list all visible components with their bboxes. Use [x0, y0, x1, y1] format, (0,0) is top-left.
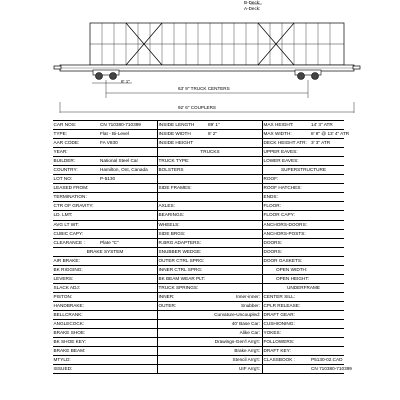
- spec-label: BK BEAM WEAR PLT:: [158, 275, 206, 281]
- spec-cell: [53, 302, 158, 310]
- spec-label: AVG LT WT:: [53, 221, 79, 227]
- spec-value: 3' 3" ATR: [311, 140, 331, 146]
- section-heading: TRUCKS: [200, 149, 220, 155]
- spec-label: DRAFT KEY:: [263, 348, 291, 354]
- spec-label: INSIDE WIDTH: [158, 131, 191, 137]
- spec-label: MTYLD:: [53, 357, 71, 363]
- spec-cell: [53, 166, 158, 174]
- spec-label: BK RIGGING:: [53, 266, 83, 272]
- spec-cell: [263, 257, 344, 265]
- spec-label: LD. LMT:: [53, 212, 73, 218]
- spec-label: YOKES:: [263, 330, 281, 336]
- truck-centers-label: 63' 9" TRUCK CENTERS: [178, 86, 230, 91]
- spec-cell: [263, 329, 344, 337]
- section-heading: SUPERSTRUCTURE: [280, 167, 327, 173]
- spec-value: P-5130: [100, 176, 116, 182]
- spec-cell: [158, 166, 263, 174]
- spec-cell: [53, 239, 158, 247]
- spec-row: [53, 311, 344, 320]
- spec-row: [53, 175, 344, 184]
- spec-row: [53, 193, 344, 202]
- spec-label: TYPE:: [53, 131, 68, 137]
- spec-row: [53, 184, 344, 193]
- spec-value: 14' 3" ATR: [311, 122, 333, 127]
- spec-label: LEASED FROM:: [53, 185, 89, 191]
- spec-cell: [53, 356, 158, 364]
- spec-label: DRAFT GEAR:: [263, 311, 295, 317]
- b-deck-label: B-Deck:: [244, 0, 261, 5]
- spec-cell: [158, 329, 263, 337]
- spec-label: BEARINGS:: [158, 212, 185, 218]
- spec-label: TRUCK SPRINGS:: [158, 284, 199, 290]
- spec-row: [53, 130, 350, 139]
- spec-row: [53, 257, 344, 266]
- spec-cell: [158, 266, 263, 274]
- couplers-length-label: 92' 6" COUPLERS: [178, 105, 216, 110]
- spec-label: INNER CTRL SPRG:: [158, 266, 203, 272]
- spec-label: LEVERS:: [53, 275, 74, 281]
- spec-cell: [263, 230, 344, 238]
- spec-cell: [158, 157, 263, 165]
- spec-value: 8' 2": [208, 131, 218, 137]
- spec-label: CLEARANCE :: [53, 239, 85, 245]
- railcar-side-elevation-drawing: [0, 0, 400, 112]
- spec-label: CUSHIONING:: [263, 321, 295, 327]
- spec-cell: [53, 248, 158, 256]
- spec-cell: [53, 230, 158, 238]
- spec-row: [53, 302, 344, 311]
- spec-cell: [263, 311, 344, 319]
- spec-cell: [158, 221, 263, 229]
- spec-cell: [158, 257, 263, 265]
- spec-row: [53, 230, 344, 239]
- spec-cell: [158, 275, 263, 283]
- spec-label: CTR OF GRAVITY:: [53, 203, 94, 209]
- spec-row: [53, 266, 344, 275]
- spec-cell: [158, 175, 263, 183]
- spec-cell: [158, 338, 263, 346]
- spec-cell: [263, 239, 344, 247]
- spec-value: 89' 1": [208, 122, 220, 127]
- spec-value: CN 710380-710399: [311, 366, 352, 372]
- spec-cell: [53, 175, 158, 183]
- spec-row: [53, 221, 344, 230]
- spec-cell: [263, 193, 344, 201]
- spec-value: Plate "C": [100, 239, 119, 245]
- spec-label: DECK HEIGHT ATR:: [263, 140, 307, 146]
- spec-cell: [53, 148, 158, 156]
- spec-value: Hamilton, Ont, Canada: [100, 167, 148, 173]
- spec-cell: [53, 257, 158, 265]
- spec-cell: [263, 184, 344, 192]
- spec-label-indented: OPEN WIDTH:: [276, 266, 308, 272]
- spec-label: TERMINATION:: [53, 194, 87, 200]
- spec-label: AIR BRAKE:: [53, 257, 80, 263]
- spec-label: INSIDE HEIGHT: [158, 140, 194, 146]
- spec-note: Snubber:: [240, 302, 260, 308]
- spec-label: CUBIC CAPY:: [53, 230, 84, 236]
- spec-cell: [263, 121, 344, 129]
- spec-row: [53, 139, 344, 148]
- spec-cell: [53, 130, 158, 138]
- spec-label: INNER:: [158, 293, 175, 299]
- a-deck-label: A-Deck:: [244, 6, 261, 11]
- spec-value: 8' 8" @ 13' 4" ATR: [311, 131, 350, 137]
- spec-note: Stencil Arrg't:: [232, 357, 260, 363]
- spec-label: TRUCK TYPE:: [158, 158, 190, 164]
- spec-label: ISSUED:: [53, 366, 73, 372]
- spec-label: MAX WIDTH:: [263, 131, 292, 137]
- spec-row: [53, 329, 344, 338]
- spec-cell: [263, 365, 352, 373]
- section-heading: UNDERFRAME: [286, 284, 321, 290]
- spec-value: CN 710380-710399: [100, 122, 141, 127]
- spec-label: DOORS:: [263, 248, 282, 254]
- truck-left: [93, 70, 119, 80]
- spec-row: [53, 166, 344, 175]
- spec-cell: [263, 148, 344, 156]
- spec-cell: [263, 275, 344, 283]
- specification-table: [53, 120, 352, 374]
- spec-cell: [53, 193, 158, 201]
- spec-cell: [158, 121, 263, 129]
- spec-label: BRAKE BEAM:: [53, 348, 86, 354]
- spec-label: FLOOR:: [263, 203, 281, 209]
- spec-cell: [53, 338, 158, 346]
- spec-cell: [53, 365, 158, 373]
- spec-label: SIDE BRGS:: [158, 230, 186, 236]
- spec-row: [53, 239, 344, 248]
- spec-label: INSIDE LENGTH: [158, 122, 195, 127]
- spec-label: PISTON:: [53, 293, 73, 299]
- spec-row: [53, 202, 344, 211]
- spec-note: Drawings-Gen'l Arrg't:: [214, 339, 260, 345]
- spec-cell: [53, 202, 158, 210]
- spec-label: OUTER CTRL SPRG:: [158, 257, 205, 263]
- spec-note: Brake Arrg't:: [234, 348, 260, 354]
- spec-label: SIDE FRAMES:: [158, 185, 192, 191]
- spec-note: Alike Car:: [239, 330, 260, 336]
- spec-cell: [158, 230, 263, 238]
- spec-cell: [263, 221, 344, 229]
- spec-label: BELLCRANK:: [53, 311, 83, 317]
- spec-label: ANGLECOCK:: [53, 321, 85, 327]
- spec-label: ENDS:: [263, 194, 278, 200]
- spec-label: ANCHORS-POSTS:: [263, 230, 306, 236]
- spec-cell: [158, 284, 263, 292]
- spec-cell: [158, 302, 263, 310]
- spec-cell: [263, 293, 344, 301]
- spec-label: CENTER SILL:: [263, 293, 296, 299]
- truck-right: [295, 70, 321, 80]
- spec-cell: [263, 202, 344, 210]
- spec-row: [53, 284, 344, 293]
- spec-row: [53, 248, 344, 257]
- spec-cell: [53, 284, 158, 292]
- spec-label: LOWER EAVES:: [263, 158, 299, 164]
- spec-cell: [158, 293, 263, 301]
- spec-cell: [263, 211, 344, 219]
- spec-label: ROOF HATCHES:: [263, 185, 302, 191]
- spec-label: BRAKE SHOE:: [53, 330, 86, 336]
- dimension-small-label: 8' 1": [121, 79, 130, 84]
- spec-label: FOLLOWERS:: [263, 339, 295, 345]
- spec-cell: [53, 121, 158, 129]
- spec-label: AAR CODE:: [53, 140, 80, 146]
- spec-label: WHEELS:: [158, 221, 180, 227]
- spec-cell: [158, 248, 263, 256]
- spec-note: UIF Arrg't:: [239, 366, 260, 372]
- spec-cell: [53, 139, 158, 147]
- spec-note: Inner-inner:: [236, 293, 260, 299]
- spec-cell: [158, 320, 263, 328]
- spec-cell: [158, 184, 263, 192]
- spec-cell: [53, 329, 158, 337]
- spec-cell: [263, 284, 344, 292]
- spec-cell: [158, 311, 263, 319]
- spec-label: ANCHORS-DOORS:: [263, 221, 307, 227]
- rack-superstructure: [90, 23, 344, 65]
- spec-cell: [263, 320, 344, 328]
- spec-label: OUTER:: [158, 302, 177, 308]
- spec-row: [53, 211, 344, 220]
- spec-row: [53, 293, 344, 302]
- spec-row: [53, 365, 352, 374]
- spec-label: CLASSBOOK :: [263, 357, 296, 363]
- spec-label: AXLES:: [158, 203, 175, 209]
- spec-cell: [53, 320, 158, 328]
- spec-row: [53, 356, 344, 365]
- spec-label: CAR NOS:: [53, 122, 77, 127]
- spec-label: CPLR RELEASE:: [263, 302, 301, 308]
- spec-label: BOLSTERS: [158, 167, 184, 173]
- spec-label: ROOF:: [263, 176, 279, 182]
- spec-label: DOORS:: [263, 239, 282, 245]
- spec-label: SNUBBER WEDGE:: [158, 248, 202, 254]
- spec-cell: [158, 356, 263, 364]
- spec-cell: [53, 275, 158, 283]
- spec-label: DOOR GASKETS:: [263, 257, 303, 263]
- spec-cell: [263, 139, 344, 147]
- spec-label: YEAR:: [53, 149, 68, 155]
- spec-label: BK SHOE KEY:: [53, 339, 87, 345]
- spec-label: HANDBRAKE:: [53, 302, 84, 308]
- spec-cell: [158, 202, 263, 210]
- spec-label: SLACK ADJ:: [53, 284, 81, 290]
- spec-cell: [158, 193, 263, 201]
- spec-cell: [263, 175, 344, 183]
- spec-label: FLOOR CAPY:: [263, 212, 295, 218]
- spec-cell: [158, 239, 263, 247]
- spec-cell: [263, 157, 344, 165]
- spec-cell: [53, 211, 158, 219]
- spec-cell: [158, 139, 263, 147]
- spec-row: [53, 338, 344, 347]
- spec-cell: [263, 356, 344, 364]
- spec-cell: [158, 211, 263, 219]
- spec-row: [53, 157, 344, 166]
- spec-value: National Steel Car: [100, 158, 139, 164]
- spec-cell: [158, 347, 263, 355]
- spec-value: P5130-02.CAD: [311, 357, 343, 363]
- spec-cell: [263, 166, 344, 174]
- spec-label: UPPER EAVES:: [263, 149, 298, 155]
- spec-cell: [53, 184, 158, 192]
- spec-label: LOT NO:: [53, 176, 73, 182]
- spec-label-indented: OPEN HEIGHT:: [276, 275, 310, 281]
- spec-value: FA V830: [100, 140, 118, 146]
- spec-label: BUILDER:: [53, 158, 76, 164]
- spec-cell: [263, 248, 344, 256]
- spec-row: [53, 275, 344, 284]
- spec-label: R.BRG ADAPTERS:: [158, 239, 201, 245]
- spec-cell: [158, 148, 263, 156]
- spec-cell: [158, 130, 263, 138]
- spec-cell: [53, 293, 158, 301]
- section-heading: BRAKE SYSTEM: [86, 248, 124, 254]
- spec-cell: [53, 311, 158, 319]
- spec-row: [53, 320, 344, 329]
- spec-cell: [53, 266, 158, 274]
- spec-cell: [263, 347, 344, 355]
- spec-cell: [53, 221, 158, 229]
- spec-cell: [53, 347, 158, 355]
- spec-cell: [158, 365, 263, 373]
- spec-cell: [263, 338, 344, 346]
- spec-value: Flat - Bi-Level: [100, 131, 129, 137]
- spec-label: COUNTRY:: [53, 167, 78, 173]
- spec-row: [53, 148, 344, 157]
- spec-note: 40' Base Car:: [231, 321, 260, 327]
- spec-note: Curvature-Uncoupled:: [214, 311, 260, 317]
- spec-row: [53, 347, 344, 356]
- spec-row: [53, 121, 344, 130]
- spec-cell: [263, 130, 350, 138]
- spec-cell: [53, 157, 158, 165]
- spec-cell: [263, 302, 344, 310]
- spec-cell: [263, 266, 344, 274]
- spec-label: MAX HEIGHT:: [263, 122, 294, 127]
